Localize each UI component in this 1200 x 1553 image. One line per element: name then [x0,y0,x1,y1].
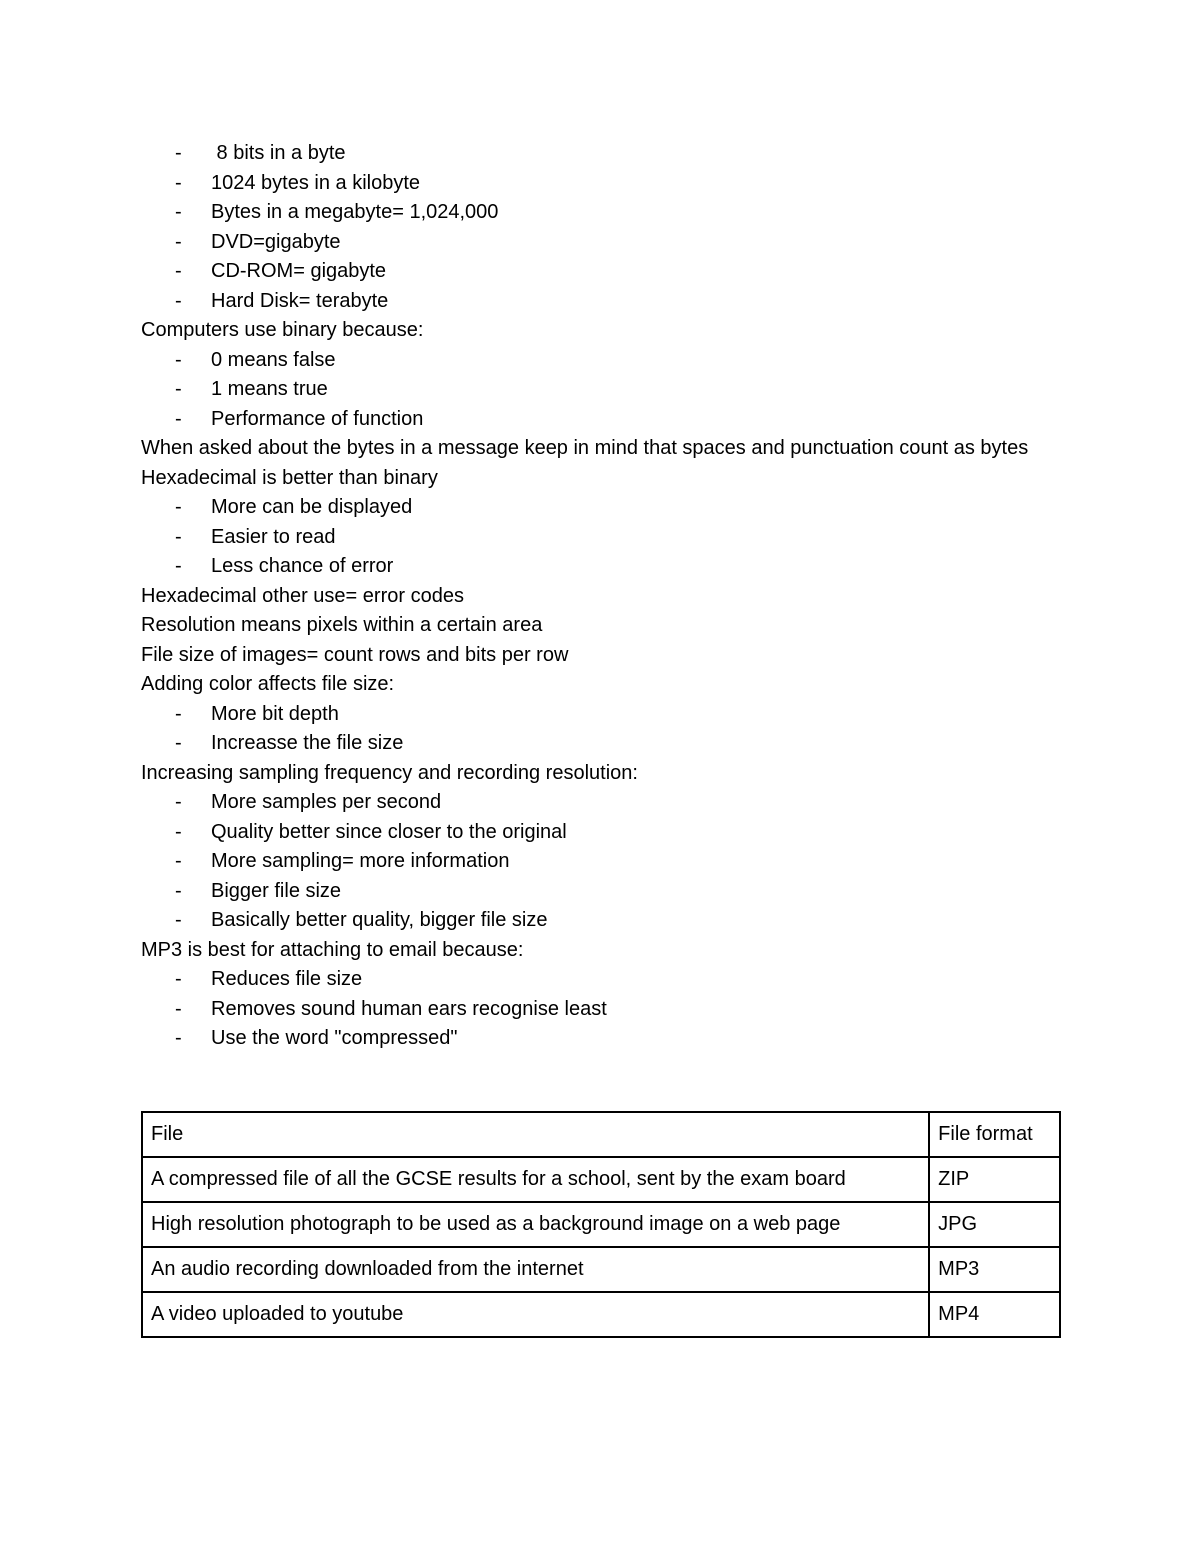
paragraph: When asked about the bytes in a message keep in mind that spaces and punctuation count as bytes [141,437,1029,459]
list-item-text: Reduces file size [211,968,363,990]
table-row [142,1157,1060,1202]
list-item-text: CD-ROM= gigabyte [211,260,387,282]
list-item [141,198,1061,228]
list-item [141,729,1061,759]
list-item [141,228,1061,258]
list-item-text: Bigger file size [211,879,342,902]
list-item-text: 0 means false [211,348,336,371]
paragraph: Computers use binary because: [141,319,424,341]
table-header-format: File format [929,1112,1060,1157]
table-cell-file: A compressed file of all the GCSE results for a school, sent by the exam board [142,1157,929,1202]
bullet-list [141,700,1061,759]
list-marker: - [175,997,182,1020]
table-cell-format: ZIP [929,1157,1060,1202]
bullet-list [141,965,1061,1054]
list-item [141,523,1061,553]
list-item-text: Hard Disk= terabyte [211,289,389,312]
table-cell-format: MP4 [929,1292,1060,1337]
list-marker: - [175,378,182,400]
paragraph: MP3 is best for attaching to email because: [141,938,524,961]
list-item [141,287,1061,317]
list-item-text: DVD=gigabyte [211,230,341,253]
table-row [142,1202,1060,1247]
list-item [141,818,1061,848]
list-item-text: Quality better since closer to the original [211,820,567,843]
bullet-list [141,346,1061,435]
list-marker: - [175,230,182,253]
list-marker: - [175,732,182,754]
list-marker: - [175,201,182,223]
file-format-table [141,1111,1061,1338]
table-cell-format: MP3 [929,1247,1060,1292]
list-item-text: 1 means true [211,378,328,400]
list-marker: - [175,850,182,872]
list-marker: - [175,407,182,430]
table-cell-file: An audio recording downloaded from the internet [142,1247,929,1292]
list-item-text: Easier to read [211,525,336,548]
list-item-text: 1024 bytes in a kilobyte [211,171,421,194]
list-item-text: More can be displayed [211,496,413,518]
paragraph: Hexadecimal other use= error codes [141,584,464,607]
bullet-list [141,139,1061,316]
list-item-text: More samples per second [211,791,442,813]
list-item [141,788,1061,818]
list-item [141,552,1061,582]
list-marker: - [175,171,182,194]
table-cell-file: A video uploaded to youtube [142,1292,929,1337]
list-marker: - [175,142,182,164]
list-item [141,700,1061,730]
list-marker: - [175,555,182,577]
list-marker: - [175,260,182,282]
list-marker: - [175,348,182,371]
list-item [141,906,1061,936]
list-item [141,257,1061,287]
list-item [141,346,1061,376]
list-item-text: Performance of function [211,407,424,430]
table-header-row [142,1112,1060,1157]
bullet-list [141,493,1061,582]
list-item [141,375,1061,405]
list-item-text: More bit depth [211,702,339,725]
list-item [141,139,1061,169]
list-marker: - [175,909,182,931]
table-cell-file: High resolution photograph to be used as a background image on a web page [142,1202,929,1247]
document-body [141,139,1061,1054]
list-item-text: Increasse the file size [211,732,404,754]
list-item [141,847,1061,877]
list-item-text: 8 bits in a byte [211,142,346,164]
list-marker: - [175,289,182,312]
list-marker: - [175,525,182,548]
list-marker: - [175,879,182,902]
list-marker: - [175,702,182,725]
paragraph: Resolution means pixels within a certain area [141,614,543,636]
paragraph: Hexadecimal is better than binary [141,466,438,489]
list-item [141,169,1061,199]
paragraph: File size of images= count rows and bits per row [141,643,569,666]
table-cell-format: JPG [929,1202,1060,1247]
list-item-text: Basically better quality, bigger file size [211,909,548,931]
list-item-text: Less chance of error [211,555,394,577]
list-item [141,1024,1061,1054]
list-item-text: More sampling= more information [211,850,510,872]
list-item [141,965,1061,995]
list-marker: - [175,791,182,813]
list-marker: - [175,496,182,518]
list-marker: - [175,1027,182,1049]
paragraph: Adding color affects file size: [141,673,395,695]
list-item-text: Bytes in a megabyte= 1,024,000 [211,201,499,223]
list-item-text: Removes sound human ears recognise least [211,997,607,1020]
list-item-text: Use the word "compressed" [211,1027,458,1049]
list-item [141,877,1061,907]
list-item [141,405,1061,435]
list-marker: - [175,968,182,990]
table-row [142,1292,1060,1337]
table-header-file: File [142,1112,929,1157]
list-marker: - [175,820,182,843]
list-item [141,995,1061,1025]
bullet-list [141,788,1061,936]
list-item [141,493,1061,523]
table-row [142,1247,1060,1292]
paragraph: Increasing sampling frequency and recording resolution: [141,761,638,784]
